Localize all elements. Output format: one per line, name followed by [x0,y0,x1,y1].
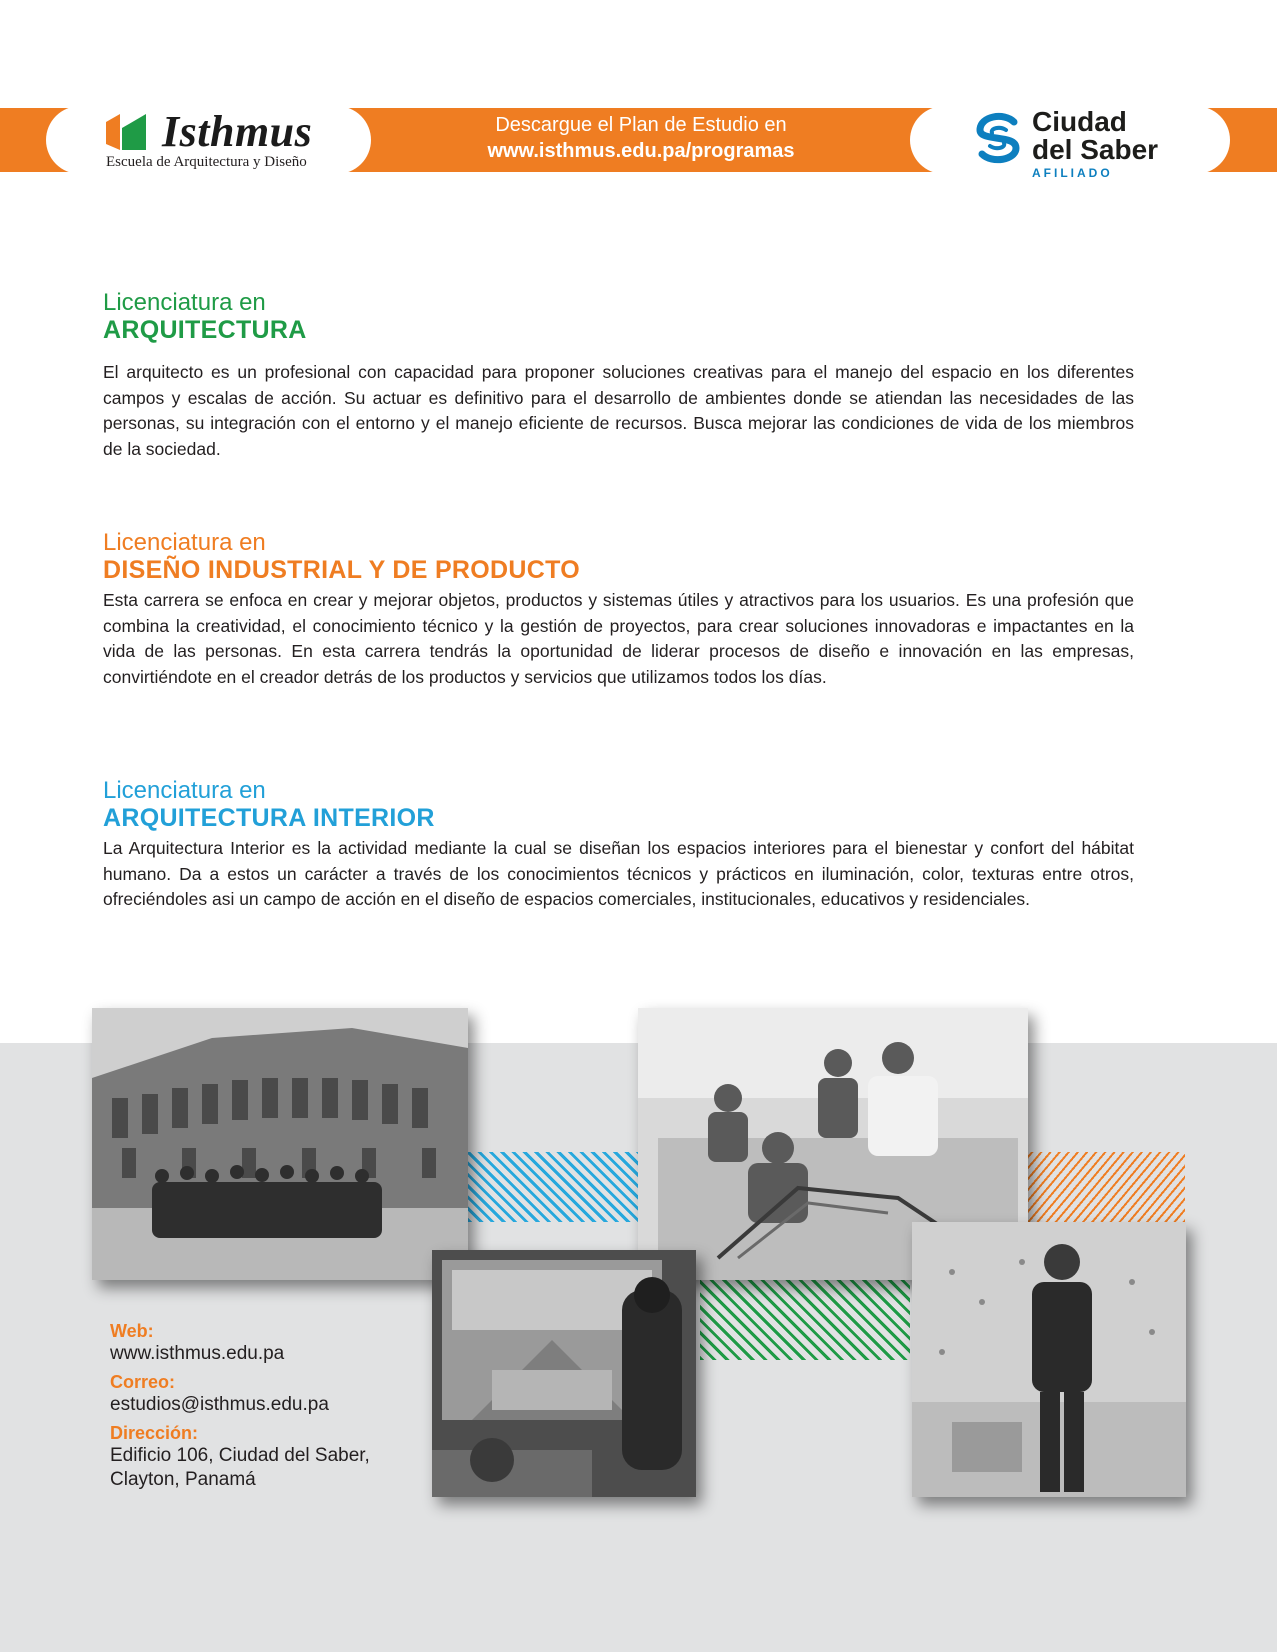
program-diseno-industrial [103,530,1134,690]
photo-interior-render [432,1250,696,1497]
brand-name: Isthmus [162,107,313,156]
orange-stripe-pattern [1025,1152,1185,1222]
email-link[interactable]: estudios@isthmus.edu.pa [110,1394,329,1415]
ciudad-del-saber-logo [970,108,1190,178]
download-plan-notice [372,112,910,164]
program-title: ARQUITECTURA [103,316,307,344]
photo-colosseum-group [92,1008,468,1280]
program-description: Esta carrera se enfoca en crear y mejorar objetos, productos y sistemas útiles y atractivos para los usuarios. Es una profesión que combina la creatividad, el conocimiento técnico y la gestión de proyectos, para crear soluciones innovadoras e impactantes en la vida de las personas. En esta carrera tendrás la oportunidad de liderar procesos de diseño e innovación en las empresas, convirtiéndote en el creador detrás de los productos y servicios que utilizamos todos los días. [103,590,1134,687]
web-link[interactable]: www.isthmus.edu.pa [110,1343,285,1364]
download-text: Descargue el Plan de Estudio en [495,114,787,136]
program-pre-title: Licenciatura en [103,529,266,556]
address-text [110,1444,430,1492]
photo-presenter [912,1222,1186,1497]
program-description: La Arquitectura Interior es la actividad mediante la cual se diseñan los espacios interiores para el bienestar y confort del hábitat humano. Da a estos un carácter a través de los conocimientos técnicos y prácticos en iluminación, color, texturas entre otros, ofreciéndoles asi un campo de acción en el diseño de espacios comerciales, institucionales, educativos y residenciales. [103,838,1134,909]
program-title: DISEÑO INDUSTRIAL Y DE PRODUCTO [103,556,580,584]
programs-link[interactable]: www.isthmus.edu.pa/programas [487,140,795,162]
address-line2: Clayton, Panamá [110,1469,256,1490]
program-description: El arquitecto es un profesional con capacidad para proponer soluciones creativas para el manejo del espacio en los diferentes campos y escalas de acción. Su actuar es definitivo para el desarrollo de ambientes donde se atiendan las necesidades de las personas, su integración con el entorno y el manejo eficiente de recursos. Busca mejorar las condiciones de vida de los miembros de la sociedad. [103,362,1134,459]
program-title: ARQUITECTURA INTERIOR [103,804,435,832]
address-line1: Edificio 106, Ciudad del Saber, [110,1445,370,1466]
green-chevron-pattern [700,1280,910,1360]
partner-name-line1: Ciudad [1032,106,1127,137]
contact-info [110,1320,430,1497]
email-label: Correo: [110,1372,176,1392]
program-arquitectura-interior [103,778,1134,913]
program-arquitectura [103,290,1134,462]
program-pre-title: Licenciatura en [103,777,266,804]
web-label: Web: [110,1321,154,1341]
blue-stripe-pattern [468,1152,643,1222]
partner-name-line2: del Saber [1032,134,1159,165]
isthmus-logo-icon [106,114,146,150]
brand-subtitle: Escuela de Arquitectura y Diseño [106,154,307,170]
ciudad-del-saber-swirl-icon [974,112,1022,164]
partner-tag: AFILIADO [1032,166,1113,180]
program-pre-title: Licenciatura en [103,289,266,316]
address-label: Dirección: [110,1423,199,1443]
isthmus-logo [104,108,344,172]
partner-name [1032,108,1158,164]
